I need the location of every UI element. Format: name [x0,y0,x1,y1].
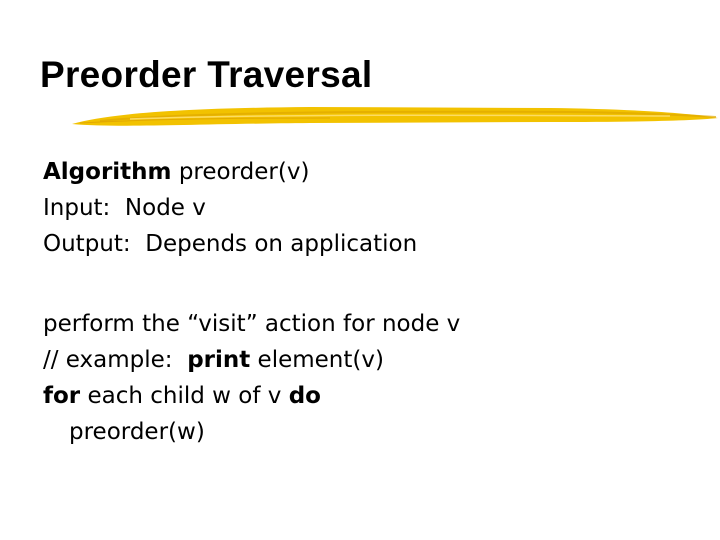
for-body: each child w of v [80,383,289,409]
do-keyword: do [288,383,321,409]
code-line-recursive-call: preorder(w) [69,419,205,445]
comment-suffix: element(v) [250,347,384,373]
print-keyword: print [187,347,251,373]
spacer [43,262,460,306]
algorithm-name: preorder(v) [171,159,310,185]
code-line-comment [43,342,460,378]
for-keyword: for [43,383,81,409]
algorithm-signature [43,154,460,190]
slide-body [43,154,460,450]
code-line-for [43,378,460,414]
algorithm-keyword: Algorithm [43,159,172,185]
comment-prefix: // example: [43,347,188,373]
input-line: Input: Node v [43,195,206,221]
output-line: Output: Depends on application [43,231,418,257]
slide-title: Preorder Traversal [40,54,373,95]
code-line-visit: perform the “visit” action for node v [43,311,461,337]
title-underline [70,104,720,130]
